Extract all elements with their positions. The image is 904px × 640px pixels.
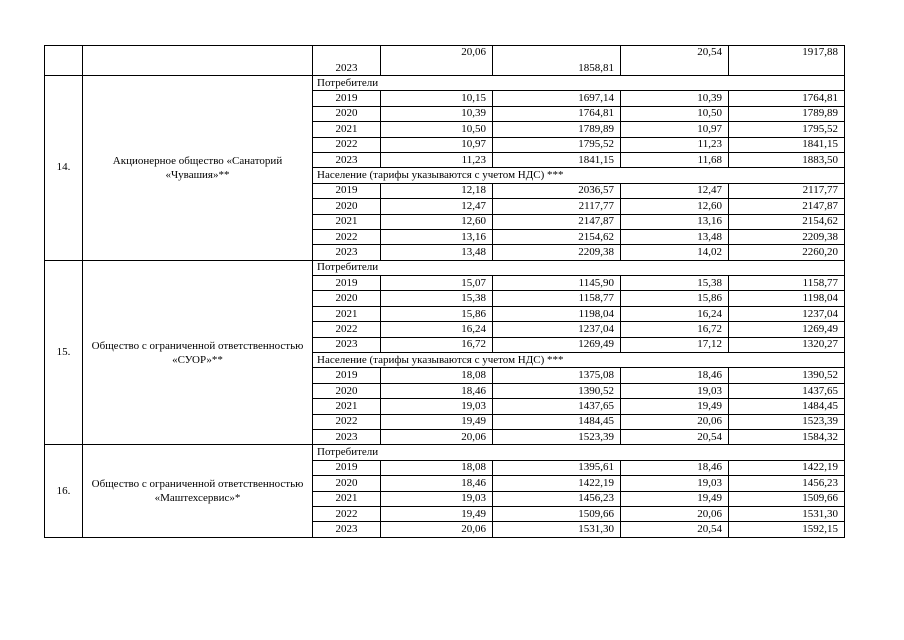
year-cell: 2021 bbox=[313, 122, 381, 137]
value-cell: 1523,39 bbox=[493, 429, 621, 444]
value-cell: 1764,81 bbox=[493, 106, 621, 121]
year-cell: 2019 bbox=[313, 183, 381, 198]
year-cell: 2022 bbox=[313, 137, 381, 152]
section-label: Население (тарифы указываются с учетом НДС) *** bbox=[313, 353, 845, 368]
value-cell: 1456,23 bbox=[493, 491, 621, 506]
value-cell: 20,06 bbox=[621, 414, 729, 429]
value-cell: 15,07 bbox=[381, 276, 493, 291]
value-cell: 1390,52 bbox=[493, 383, 621, 398]
value-cell: 11,23 bbox=[621, 137, 729, 152]
value-cell: 12,47 bbox=[621, 183, 729, 198]
value-cell: 20,06 bbox=[381, 46, 493, 76]
value-cell: 1509,66 bbox=[493, 506, 621, 521]
value-cell: 14,02 bbox=[621, 245, 729, 260]
value-cell: 19,49 bbox=[381, 414, 493, 429]
value-cell: 18,08 bbox=[381, 368, 493, 383]
value-cell: 10,50 bbox=[621, 106, 729, 121]
number-cell bbox=[45, 46, 83, 76]
section-header-row bbox=[45, 260, 845, 275]
year-cell: 2020 bbox=[313, 291, 381, 306]
year-cell: 2022 bbox=[313, 506, 381, 521]
org-cell bbox=[83, 46, 313, 76]
value-cell: 20,06 bbox=[381, 522, 493, 537]
table-row bbox=[45, 46, 845, 76]
value-cell: 10,39 bbox=[621, 91, 729, 106]
year-cell: 2023 bbox=[313, 429, 381, 444]
value-cell: 1269,49 bbox=[493, 337, 621, 352]
value-cell: 10,50 bbox=[381, 122, 493, 137]
year-cell: 2020 bbox=[313, 476, 381, 491]
value-cell: 20,54 bbox=[621, 46, 729, 76]
year-cell: 2021 bbox=[313, 491, 381, 506]
value-cell: 1437,65 bbox=[729, 383, 845, 398]
value-cell: 18,08 bbox=[381, 460, 493, 475]
value-cell: 10,97 bbox=[381, 137, 493, 152]
value-cell: 12,18 bbox=[381, 183, 493, 198]
value-cell: 15,86 bbox=[381, 306, 493, 321]
value-cell: 16,24 bbox=[621, 306, 729, 321]
value-cell: 19,03 bbox=[621, 476, 729, 491]
table-body bbox=[45, 46, 845, 538]
value-cell: 1237,04 bbox=[493, 322, 621, 337]
value-cell: 1509,66 bbox=[729, 491, 845, 506]
value-cell: 1764,81 bbox=[729, 91, 845, 106]
value-cell: 1269,49 bbox=[729, 322, 845, 337]
value-cell: 12,47 bbox=[381, 199, 493, 214]
organization-name: Общество с ограниченной ответственностью «СУОР»** bbox=[83, 260, 313, 445]
year-cell: 2022 bbox=[313, 414, 381, 429]
section-label: Потребители bbox=[313, 76, 845, 91]
year-cell: 2019 bbox=[313, 276, 381, 291]
section-label: Население (тарифы указываются с учетом НДС) *** bbox=[313, 168, 845, 183]
value-cell: 19,03 bbox=[381, 399, 493, 414]
year-cell: 2022 bbox=[313, 229, 381, 244]
value-cell: 1841,15 bbox=[493, 152, 621, 167]
year-cell: 2019 bbox=[313, 368, 381, 383]
value-cell: 20,54 bbox=[621, 429, 729, 444]
value-cell: 1158,77 bbox=[729, 276, 845, 291]
value-cell: 18,46 bbox=[381, 476, 493, 491]
value-cell: 1697,14 bbox=[493, 91, 621, 106]
year-cell: 2021 bbox=[313, 306, 381, 321]
value-cell: 13,16 bbox=[381, 229, 493, 244]
organization-name: Общество с ограниченной ответственностью «Маштехсервис»* bbox=[83, 445, 313, 537]
value-cell: 2209,38 bbox=[729, 229, 845, 244]
section-label: Потребители bbox=[313, 260, 845, 275]
value-cell: 13,48 bbox=[381, 245, 493, 260]
value-cell: 2147,87 bbox=[729, 199, 845, 214]
value-cell: 2117,77 bbox=[493, 199, 621, 214]
value-cell: 16,24 bbox=[381, 322, 493, 337]
value-cell: 13,16 bbox=[621, 214, 729, 229]
value-cell: 1237,04 bbox=[729, 306, 845, 321]
year-cell: 2021 bbox=[313, 399, 381, 414]
value-cell: 12,60 bbox=[381, 214, 493, 229]
section-header-row bbox=[45, 445, 845, 460]
value-cell: 1858,81 bbox=[493, 46, 621, 76]
value-cell: 18,46 bbox=[621, 368, 729, 383]
value-cell: 1484,45 bbox=[493, 414, 621, 429]
value-cell: 10,15 bbox=[381, 91, 493, 106]
value-cell: 1437,65 bbox=[493, 399, 621, 414]
tariff-table bbox=[44, 45, 845, 538]
year-cell: 2019 bbox=[313, 460, 381, 475]
value-cell: 1531,30 bbox=[729, 506, 845, 521]
value-cell: 1883,50 bbox=[729, 152, 845, 167]
value-cell: 1917,88 bbox=[729, 46, 845, 76]
value-cell: 1795,52 bbox=[493, 137, 621, 152]
value-cell: 19,03 bbox=[381, 491, 493, 506]
value-cell: 19,49 bbox=[381, 506, 493, 521]
value-cell: 16,72 bbox=[381, 337, 493, 352]
value-cell: 20,54 bbox=[621, 522, 729, 537]
value-cell: 1523,39 bbox=[729, 414, 845, 429]
value-cell: 2036,57 bbox=[493, 183, 621, 198]
value-cell: 1584,32 bbox=[729, 429, 845, 444]
value-cell: 1789,89 bbox=[729, 106, 845, 121]
value-cell: 1320,27 bbox=[729, 337, 845, 352]
value-cell: 1198,04 bbox=[729, 291, 845, 306]
value-cell: 2117,77 bbox=[729, 183, 845, 198]
year-cell: 2023 bbox=[313, 46, 381, 76]
value-cell: 20,06 bbox=[621, 506, 729, 521]
value-cell: 18,46 bbox=[621, 460, 729, 475]
section-header-row bbox=[45, 76, 845, 91]
value-cell: 1795,52 bbox=[729, 122, 845, 137]
row-number: 16. bbox=[45, 445, 83, 537]
value-cell: 10,97 bbox=[621, 122, 729, 137]
value-cell: 19,49 bbox=[621, 491, 729, 506]
value-cell: 1375,08 bbox=[493, 368, 621, 383]
value-cell: 15,86 bbox=[621, 291, 729, 306]
year-cell: 2023 bbox=[313, 522, 381, 537]
value-cell: 16,72 bbox=[621, 322, 729, 337]
value-cell: 2154,62 bbox=[493, 229, 621, 244]
value-cell: 1395,61 bbox=[493, 460, 621, 475]
value-cell: 1145,90 bbox=[493, 276, 621, 291]
value-cell: 13,48 bbox=[621, 229, 729, 244]
year-cell: 2022 bbox=[313, 322, 381, 337]
value-cell: 15,38 bbox=[621, 276, 729, 291]
year-cell: 2021 bbox=[313, 214, 381, 229]
section-label: Потребители bbox=[313, 445, 845, 460]
value-cell: 19,49 bbox=[621, 399, 729, 414]
value-cell: 11,68 bbox=[621, 152, 729, 167]
value-cell: 1592,15 bbox=[729, 522, 845, 537]
value-cell: 19,03 bbox=[621, 383, 729, 398]
year-cell: 2020 bbox=[313, 199, 381, 214]
value-cell: 1484,45 bbox=[729, 399, 845, 414]
value-cell: 2209,38 bbox=[493, 245, 621, 260]
value-cell: 1422,19 bbox=[493, 476, 621, 491]
value-cell: 1789,89 bbox=[493, 122, 621, 137]
value-cell: 12,60 bbox=[621, 199, 729, 214]
value-cell: 1456,23 bbox=[729, 476, 845, 491]
value-cell: 15,38 bbox=[381, 291, 493, 306]
value-cell: 2147,87 bbox=[493, 214, 621, 229]
value-cell: 10,39 bbox=[381, 106, 493, 121]
year-cell: 2023 bbox=[313, 337, 381, 352]
row-number: 14. bbox=[45, 76, 83, 261]
value-cell: 2154,62 bbox=[729, 214, 845, 229]
year-cell: 2023 bbox=[313, 245, 381, 260]
value-cell: 17,12 bbox=[621, 337, 729, 352]
value-cell: 1158,77 bbox=[493, 291, 621, 306]
value-cell: 1531,30 bbox=[493, 522, 621, 537]
year-cell: 2020 bbox=[313, 106, 381, 121]
value-cell: 2260,20 bbox=[729, 245, 845, 260]
value-cell: 1390,52 bbox=[729, 368, 845, 383]
organization-name: Акционерное общество «Санаторий «Чувашия»** bbox=[83, 76, 313, 261]
value-cell: 18,46 bbox=[381, 383, 493, 398]
year-cell: 2020 bbox=[313, 383, 381, 398]
value-cell: 20,06 bbox=[381, 429, 493, 444]
year-cell: 2019 bbox=[313, 91, 381, 106]
value-cell: 1198,04 bbox=[493, 306, 621, 321]
row-number: 15. bbox=[45, 260, 83, 445]
year-cell: 2023 bbox=[313, 152, 381, 167]
value-cell: 11,23 bbox=[381, 152, 493, 167]
value-cell: 1841,15 bbox=[729, 137, 845, 152]
value-cell: 1422,19 bbox=[729, 460, 845, 475]
